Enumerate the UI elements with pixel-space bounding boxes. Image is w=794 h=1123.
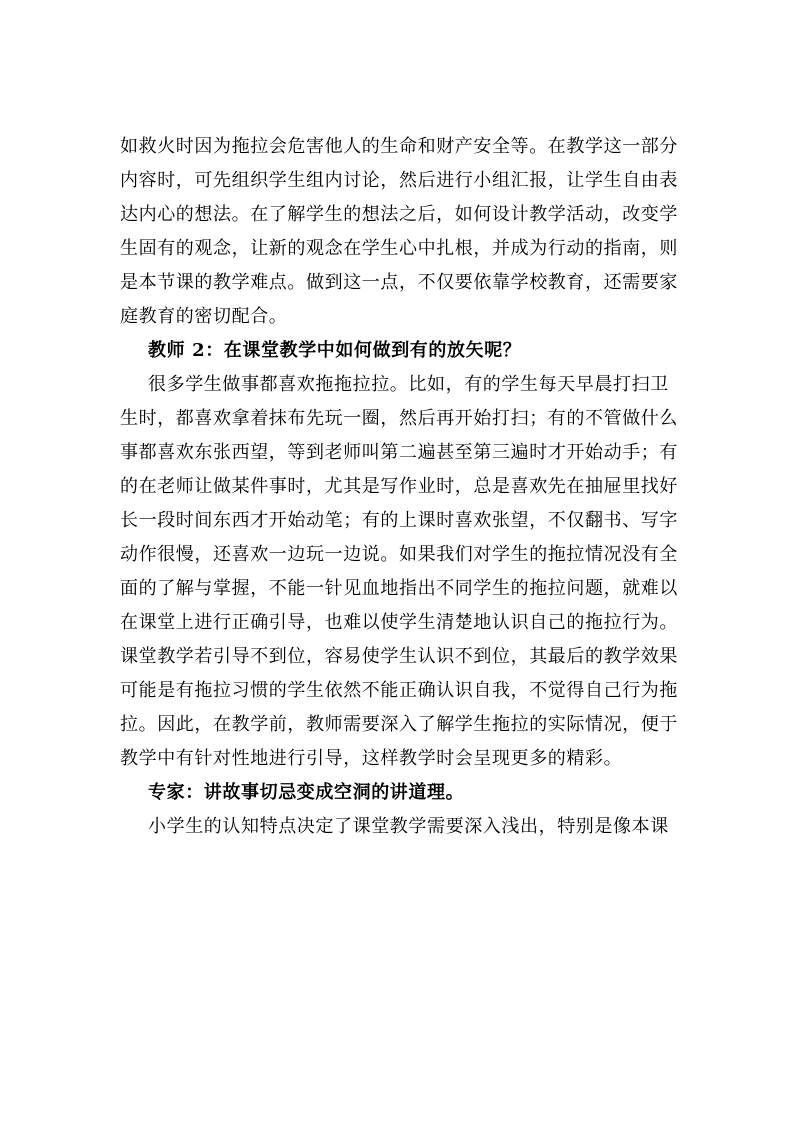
text-line: 教学中有针对性地进行引导，这样教学时会呈现更多的精彩。	[120, 748, 623, 769]
text-line: 面的了解与掌握，不能一针见血地指出不同学生的拖拉问题，就难以	[120, 578, 678, 599]
text-line: 在课堂上进行正确引导，也难以使学生清楚地认识自己的拖拉行为。	[120, 612, 678, 633]
text-line: 生固有的观念，让新的观念在学生心中扎根，并成为行动的指南，则	[120, 238, 678, 259]
text-line: 是本节课的教学难点。做到这一点，不仅要依靠学校教育，还需要家	[120, 272, 678, 293]
text-line: 课堂教学若引导不到位，容易使学生认识不到位，其最后的教学效果	[120, 646, 678, 667]
paragraph-2	[120, 368, 686, 776]
text-line: 小学生的认知特点决定了课堂教学需要深入浅出，特别是像本课	[148, 816, 669, 837]
section-heading-expert: 专家：讲故事切忌变成空洞的讲道理。	[148, 782, 465, 803]
paragraph-3	[120, 810, 686, 844]
text-line: 可能是有拖拉习惯的学生依然不能正确认识自我，不觉得自己行为拖	[120, 680, 678, 701]
text-line: 庭教育的密切配合。	[120, 306, 288, 327]
text-line: 的在老师让做某件事时，尤其是写作业时，总是喜欢先在抽屉里找好	[120, 476, 678, 497]
text-line: 动作很慢，还喜欢一边玩一边说。如果我们对学生的拖拉情况没有全	[120, 544, 678, 565]
text-line: 生时，都喜欢拿着抹布先玩一圈，然后再开始打扫；有的不管做什么	[120, 408, 678, 429]
section-heading-teacher-2: 教师 2：在课堂教学中如何做到有的放矢呢？	[148, 340, 522, 361]
text-line: 达内心的想法。在了解学生的想法之后，如何设计教学活动，改变学	[120, 204, 678, 225]
text-line: 长一段时间东西才开始动笔；有的上课时喜欢张望，不仅翻书、写字	[120, 510, 678, 531]
text-line: 很多学生做事都喜欢拖拖拉拉。比如，有的学生每天早晨打扫卫	[148, 374, 669, 395]
text-line: 内容时，可先组织学生组内讨论，然后进行小组汇报，让学生自由表	[120, 170, 678, 191]
text-line: 事都喜欢东张西望，等到老师叫第二遍甚至第三遍时才开始动手；有	[120, 442, 678, 463]
text-line: 如救火时因为拖拉会危害他人的生命和财产安全等。在教学这一部分	[120, 136, 678, 157]
document-page	[120, 130, 686, 844]
paragraph-1	[120, 130, 686, 334]
text-line: 拉。因此，在教学前，教师需要深入了解学生拖拉的实际情况，便于	[120, 714, 678, 735]
